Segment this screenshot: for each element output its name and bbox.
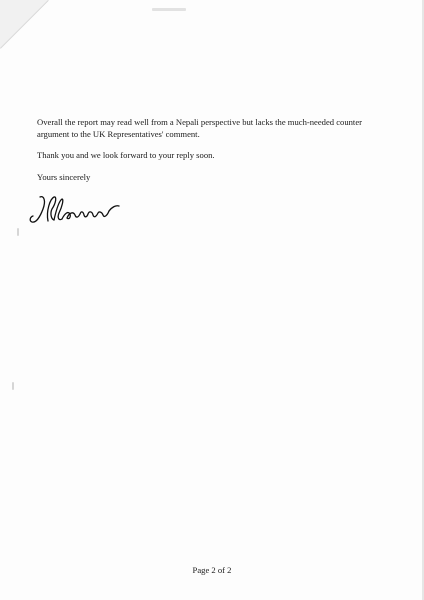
closing-salutation: Yours sincerely [37, 172, 91, 182]
scan-smudge [152, 8, 186, 11]
scan-speck [17, 228, 19, 236]
scan-speck [12, 382, 14, 390]
handwritten-signature [24, 193, 124, 227]
body-paragraph-report: Overall the report may read well from a Nepali perspective but lacks the much-needed counter argument to the UK Representatives' comment. [37, 117, 362, 139]
body-paragraph-thanks: Thank you and we look forward to your reply soon. [37, 150, 215, 160]
page-number: Page 2 of 2 [192, 565, 232, 575]
